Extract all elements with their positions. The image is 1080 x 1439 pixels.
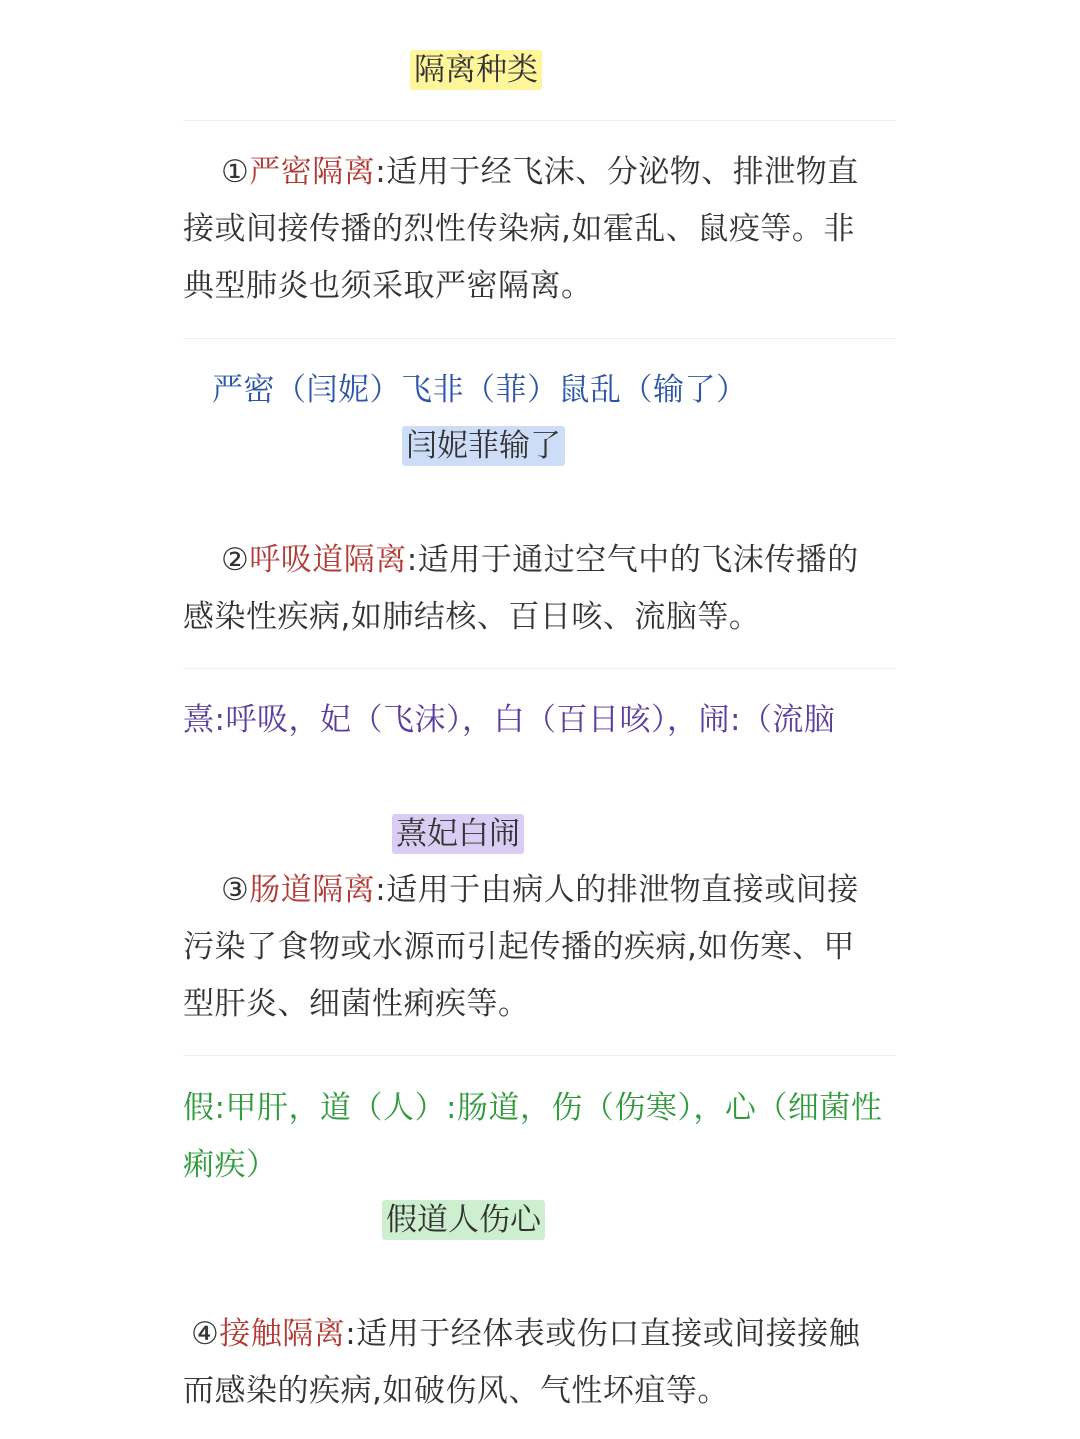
section-2-keyword: 熹妃白闹	[392, 814, 524, 854]
section-1-term: 严密隔离	[249, 154, 376, 190]
section-3-mnemonic: 假:甲肝，道（人）:肠道，伤（伤寒），心（细菌性痢疾）	[183, 1090, 883, 1183]
section-1-keyword: 闫妮菲输了	[402, 426, 565, 466]
divider	[183, 120, 896, 121]
section-1-mnemonic: 严密（闫妮）飞非（菲）鼠乱（输了）	[212, 372, 748, 408]
section-2-text	[183, 532, 883, 646]
section-3-text	[183, 862, 883, 1033]
section-3-term: 肠道隔离	[249, 872, 376, 908]
section-1-body: :适用于经飞沫、分泌物、排泄物直接或间接传播的烈性传染病,如霍乱、鼠疫等。非典型肺炎也须采取严密隔离。	[183, 154, 859, 304]
divider	[183, 338, 896, 339]
section-4-prefix: ④	[191, 1316, 220, 1352]
section-2-term: 呼吸道隔离	[249, 542, 407, 578]
divider	[183, 1055, 896, 1056]
page-title: 隔离种类	[410, 50, 542, 90]
divider	[183, 668, 896, 669]
section-1-text	[183, 144, 883, 315]
section-3-body: :适用于由病人的排泄物直接或间接污染了食物或水源而引起传播的疾病,如伤寒、甲型肝炎、细菌性痢疾等。	[183, 872, 859, 1022]
section-3-keyword: 假道人伤心	[382, 1200, 545, 1240]
section-4-body: :适用于经体表或伤口直接或间接接触而感染的疾病,如破伤风、气性坏疽等。	[183, 1316, 861, 1409]
section-2-mnemonic: 熹:呼吸，妃（飞沫），白（百日咳），闹:（流脑	[183, 702, 836, 738]
section-4-term: 接触隔离	[219, 1316, 346, 1352]
section-4-text	[183, 1306, 883, 1420]
section-2-prefix: ②	[221, 542, 250, 578]
section-1-prefix: ①	[221, 154, 250, 190]
section-2-body: :适用于通过空气中的飞沫传播的感染性疾病,如肺结核、百日咳、流脑等。	[183, 542, 859, 635]
section-3-prefix: ③	[221, 872, 250, 908]
